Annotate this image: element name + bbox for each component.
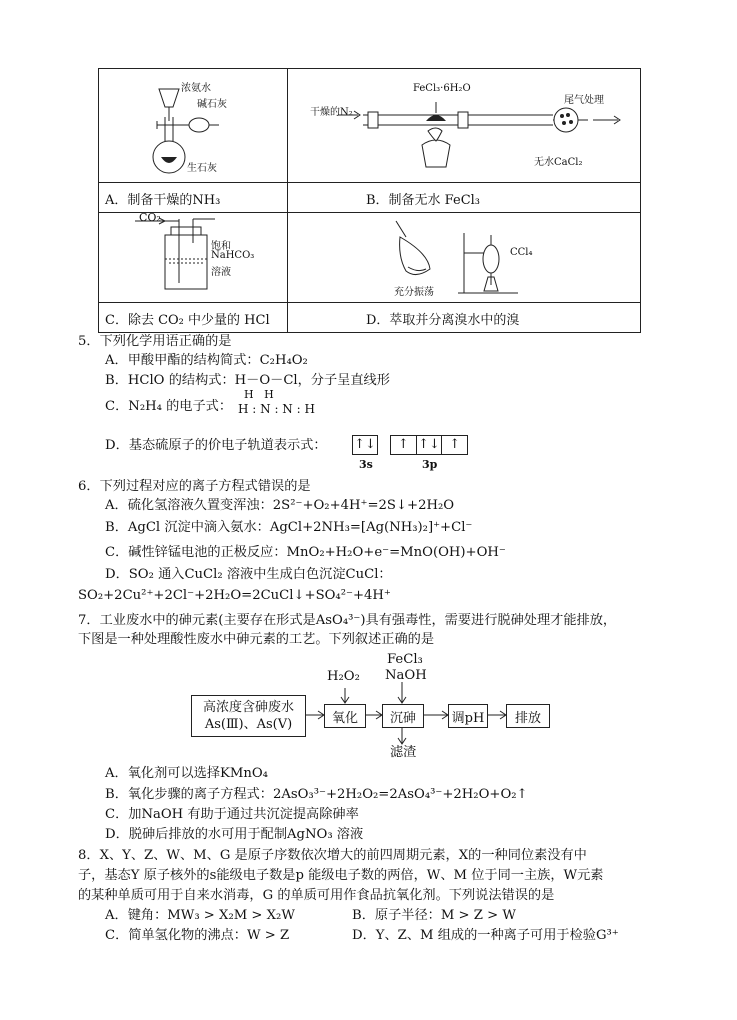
orbital-3p-1: ↑ (391, 436, 417, 454)
label-solution: 溶液 (211, 267, 231, 278)
extraction-apparatus-illustration (288, 213, 638, 302)
orbital-label-3p: 3p (422, 458, 438, 471)
flow-box-wastewater-species: As(Ⅲ)、As(Ⅴ) (204, 717, 293, 732)
q7-option-c: C．加NaOH 有助于通过共沉淀提高除砷率 (105, 807, 359, 822)
q8-option-b: B．原子半径：M > Z > W (352, 908, 516, 923)
q6-option-d-equation: SO₂+2Cu²⁺+2Cl⁻+2H₂O=2CuCl↓+SO₄²⁻+4H⁺ (78, 588, 391, 603)
q5-option-c: C．N₂H₄ 的电子式： (105, 399, 233, 414)
q5-option-d: D．基态硫原子的价电子轨道表示式： (105, 438, 327, 453)
flow-box-adjust-ph: 调pH (448, 704, 488, 728)
cell-b-caption (288, 183, 640, 213)
label-shake: 充分振荡 (394, 287, 434, 298)
label-ccl4: CCl₄ (510, 247, 533, 258)
label-tail-gas: 尾气处理 (564, 95, 604, 106)
flow-reagent-h2o2: H₂O₂ (327, 669, 360, 684)
cell-c-image (99, 213, 288, 303)
q6-stem: 6．下列过程对应的离子方程式错误的是 (78, 479, 311, 494)
orbital-3p-3: ↑ (449, 437, 461, 452)
cell-a-caption (99, 183, 288, 213)
cell-d-caption (288, 303, 640, 332)
label-quicklime: 生石灰 (187, 163, 217, 174)
label-soda-lime: 碱石灰 (197, 99, 227, 110)
q6-option-d: D．SO₂ 通入CuCl₂ 溶液中生成白色沉淀CuCl： (105, 567, 392, 582)
q7-option-a: A．氧化剂可以选择KMnO₄ (105, 766, 268, 781)
flow-box-wastewater (191, 695, 306, 737)
caption-b: B．制备无水 FeCl₃ (366, 193, 481, 208)
label-dry-nitrogen: 干燥的N₂ (310, 107, 353, 118)
cell-b-image (288, 69, 640, 183)
label-co2: CO₂ (139, 211, 161, 224)
caption-c: C．除去 CO₂ 中少量的 HCl (105, 313, 270, 328)
orbital-3p (390, 435, 468, 455)
q7-option-d: D．脱砷后排放的水可用于配制AgNO₃ 溶液 (105, 827, 364, 842)
flow-box-wastewater-title: 高浓度含砷废水 (202, 700, 294, 715)
flow-box-precipitation: 沉砷 (382, 704, 424, 728)
q5-option-b: B．HClO 的结构式：H－O－Cl，分子呈直线形 (105, 373, 390, 388)
label-anhydrous-cacl2: 无水CaCl₂ (534, 157, 583, 168)
orbital-3s: ↑↓ (352, 435, 378, 455)
q8-option-a: A．键角：MW₃ > X₂M > X₂W (105, 908, 295, 923)
flow-reagent-naoh: NaOH (385, 668, 427, 683)
q8-stem-line1: 8．X、Y、Z、W、M、G 是原子序数依次增大的前四周期元素，X的一种同位素没有中 (78, 848, 587, 863)
caption-a: A．制备干燥的NH₃ (105, 193, 221, 208)
q8-option-c: C．简单氢化物的沸点：W > Z (105, 928, 290, 943)
flow-residue: 滤渣 (390, 745, 417, 760)
label-nahco3: NaHCO₃ (211, 250, 255, 261)
flow-box-oxidation: 氧化 (324, 704, 366, 728)
cell-c-caption (99, 303, 288, 332)
q8-option-d: D．Y、Z、M 组成的一种离子可用于检验G³⁺ (352, 928, 619, 943)
orbital-3p-2: ↑↓ (417, 436, 443, 454)
q5-option-a: A．甲酸甲酯的结构简式：C₂H₄O₂ (105, 353, 308, 368)
q5-stem: 5．下列化学用语正确的是 (78, 334, 232, 349)
q7-option-b: B．氧化步骤的离子方程式：2AsO₃³⁻+2H₂O₂=2AsO₄³⁻+2H₂O+O₂↑ (105, 787, 528, 802)
cell-a-image (99, 69, 288, 183)
flow-reagent-fecl3: FeCl₃ (387, 652, 423, 667)
gas-washing-bottle-illustration (99, 213, 287, 302)
q8-stem-line3: 的某种单质可用于自来水消毒，G 的单质可用作食品抗氧化剂。下列说法错误的是 (78, 888, 555, 903)
label-conc-ammonia: 浓氨水 (181, 83, 211, 94)
q6-option-b: B．AgCl 沉淀中滴入氨水：AgCl+2NH₃=[Ag(NH₃)₂]⁺+Cl⁻ (105, 520, 473, 535)
q7-stem-line1: 7．工业废水中的砷元素(主要存在形式是AsO₄³⁻)具有强毒性，需要进行脱砷处理才能排放， (78, 613, 617, 628)
q8-stem-line2: 子，基态Y 原子核外的s能级电子数是p 能级电子数的两倍，W、M 位于同一主族，W元素 (78, 868, 604, 883)
label-fecl3-hydrate: FeCl₃·6H₂O (413, 83, 471, 94)
orbital-label-3s: 3s (359, 458, 373, 471)
q6-option-a: A．硫化氢溶液久置变浑浊：2S²⁻+O₂+4H⁺=2S↓+2H₂O (105, 498, 455, 513)
q7-stem-line2: 下图是一种处理酸性废水中砷元素的工艺。下列叙述正确的是 (78, 632, 435, 647)
caption-d: D．萃取并分离溴水中的溴 (366, 313, 520, 328)
q5-c-formula-top: H H (244, 388, 274, 401)
experiment-table (98, 68, 641, 333)
label-saturated: 饱和 (211, 241, 231, 252)
flow-box-discharge: 排放 (506, 704, 550, 728)
q5-c-formula: H : N : N : H (238, 402, 315, 416)
cell-d-image (288, 213, 640, 303)
q6-option-c: C．碱性锌锰电池的正极反应：MnO₂+H₂O+e⁻=MnO(OH)+OH⁻ (105, 545, 506, 560)
